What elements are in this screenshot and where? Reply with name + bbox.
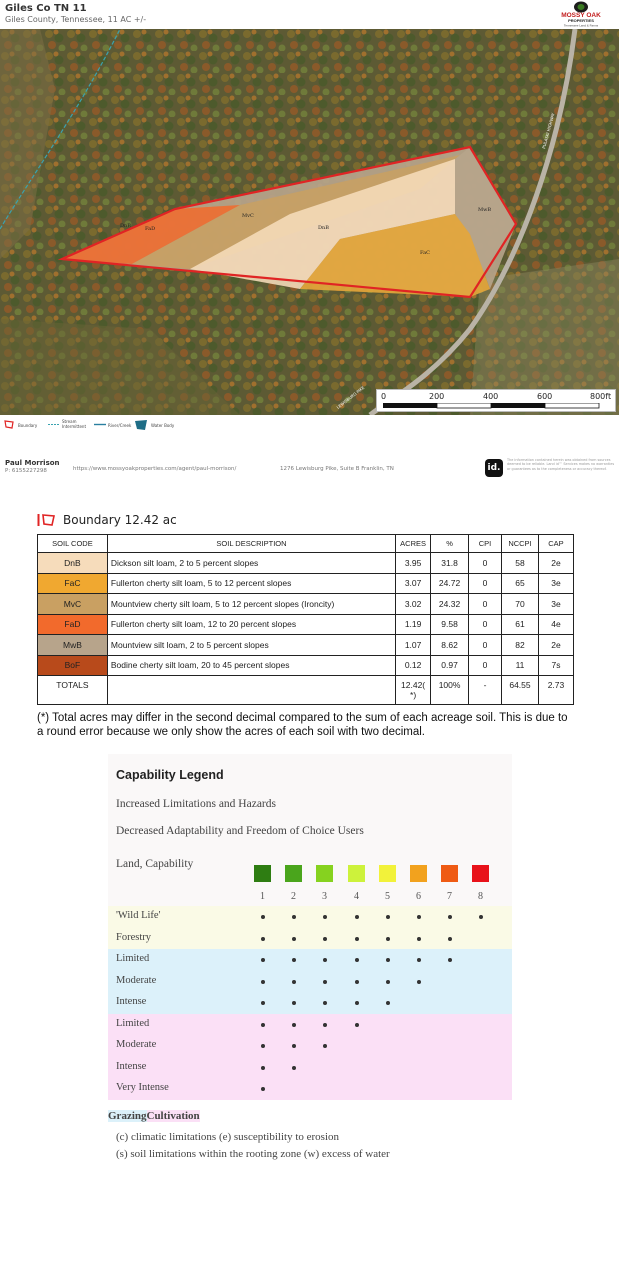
column-header: SOIL CODE [38, 535, 108, 553]
water-body-icon [134, 419, 148, 431]
river-icon [94, 423, 106, 426]
soil-map-label: MwB [478, 207, 492, 213]
aerial-map[interactable] [0, 29, 619, 415]
soil-description-cell: Mountview silt loam, 2 to 5 percent slopes [107, 635, 395, 656]
soil-map-label: FaD [145, 226, 156, 232]
acres-cell: 3.95 [396, 553, 431, 574]
legend-boundary: Boundary [18, 423, 38, 428]
nccpi-cell: 11 [502, 655, 539, 676]
column-header: CAP [538, 535, 573, 553]
acreage-footnote: (*) Total acres may differ in the second decimal compared to the sum of each acreage soil. This is due to a round error because we only show the acres of each soil with two decimal. [37, 712, 568, 738]
table-row [38, 655, 574, 676]
capability-row [108, 971, 512, 993]
capability-dot [261, 1087, 265, 1091]
cap-cell: 2e [538, 635, 573, 656]
scale-label: 0 [381, 392, 387, 401]
capability-row-label: Intense [116, 1060, 147, 1072]
pct-cell: 31.8 [431, 553, 469, 574]
capability-dot [292, 980, 296, 984]
capability-class-swatch [379, 865, 396, 882]
table-header-row [38, 535, 574, 553]
land-id-logo: id. [485, 459, 503, 477]
column-header: SOIL DESCRIPTION [107, 535, 395, 553]
acres-cell: 1.07 [396, 635, 431, 656]
capability-class-swatch [348, 865, 365, 882]
capability-dot [292, 937, 296, 941]
soil-code-cell: BoF [38, 655, 108, 676]
agent-name: Paul Morrison [5, 459, 60, 467]
capability-class-number: 5 [385, 891, 390, 902]
table-row [38, 553, 574, 574]
capability-dot [261, 980, 265, 984]
capability-dot [448, 958, 452, 962]
soil-map-label: MvC [242, 213, 254, 219]
agent-url[interactable]: https://www.mossyoakproperties.com/agent/paul-morrison/ [73, 466, 237, 472]
acres-cell: 3.07 [396, 573, 431, 594]
totals-cpi-cell: - [469, 676, 502, 705]
capability-dot [355, 980, 359, 984]
capability-row-label: Limited [116, 1017, 150, 1029]
soil-description-cell: Fullerton cherty silt loam, 5 to 12 percent slopes [107, 573, 395, 594]
soil-description-cell: Fullerton cherty silt loam, 12 to 20 percent slopes [107, 614, 395, 635]
logo-text-2: PROPERTIES [568, 18, 594, 23]
cap-cell: 3e [538, 573, 573, 594]
key-cultivation: Cultivation [146, 1110, 200, 1122]
boundary-title: Boundary 12.42 ac [63, 513, 177, 527]
pct-cell: 9.58 [431, 614, 469, 635]
nccpi-cell: 61 [502, 614, 539, 635]
cpi-cell: 0 [469, 655, 502, 676]
cap-cell: 2e [538, 553, 573, 574]
soil-code-cell: FaD [38, 614, 108, 635]
capability-dot [292, 1023, 296, 1027]
scale-bar [376, 389, 616, 412]
capability-dot [448, 915, 452, 919]
table-row [38, 573, 574, 594]
totals-nccpi-cell: 64.55 [502, 676, 539, 705]
capability-row [108, 1057, 512, 1079]
capability-dot [417, 915, 421, 919]
nccpi-cell: 65 [502, 573, 539, 594]
soil-description-cell: Bodine cherty silt loam, 20 to 45 percent slopes [107, 655, 395, 676]
capability-line-2: Decreased Adaptability and Freedom of Choice Users [116, 825, 364, 837]
key-grazing: Grazing [108, 1110, 147, 1122]
capability-class-number: 1 [260, 891, 265, 902]
cpi-cell: 0 [469, 594, 502, 615]
logo-text-1: MOSSY OAK [561, 12, 601, 19]
capability-dot [386, 958, 390, 962]
table-row [38, 614, 574, 635]
legend-stream: Stream Intermittent [62, 419, 87, 429]
capability-dot [261, 1044, 265, 1048]
capability-class-number: 2 [291, 891, 296, 902]
land-capability-label: Land, Capability [116, 858, 194, 870]
cap-cell: 7s [538, 655, 573, 676]
capability-class-swatch [316, 865, 333, 882]
pct-cell: 8.62 [431, 635, 469, 656]
cap-cell: 3e [538, 594, 573, 615]
column-header: NCCPI [502, 535, 539, 553]
nccpi-cell: 70 [502, 594, 539, 615]
capability-legend [108, 754, 512, 1099]
capability-dot [292, 915, 296, 919]
scale-label: 600 [537, 392, 553, 401]
road-label: LEWISBURG PIKE [335, 384, 366, 410]
mossy-oak-logo [555, 1, 607, 28]
boundary-icon [37, 512, 57, 528]
report-title: Giles Co TN 11 [5, 3, 87, 14]
scale-bar-ruler [383, 403, 607, 409]
capability-dot [323, 980, 327, 984]
soil-description-cell: Dickson silt loam, 2 to 5 percent slopes [107, 553, 395, 574]
capability-dot [323, 958, 327, 962]
capability-class-number: 6 [416, 891, 421, 902]
capability-dot [323, 1001, 327, 1005]
road-label: PULASKI HIGHWAY [541, 112, 556, 150]
capability-dot [261, 1001, 265, 1005]
capability-dot [292, 1066, 296, 1070]
totals-empty-cell [107, 676, 395, 705]
legend-river: River/Creek [108, 423, 132, 428]
capability-dot [261, 958, 265, 962]
agent-address: 1276 Lewisburg Pike, Suite B Franklin, TN [280, 466, 394, 472]
capability-row-label: Moderate [116, 974, 157, 986]
stream-icon [48, 423, 60, 426]
legend-water-body: Water Body [151, 423, 175, 428]
capability-class-swatch [254, 865, 271, 882]
capability-dot [261, 1066, 265, 1070]
capability-dot [417, 937, 421, 941]
acres-cell: 1.19 [396, 614, 431, 635]
totals-cap-cell: 2.73 [538, 676, 573, 705]
soil-table [37, 534, 574, 705]
capability-title: Capability Legend [116, 768, 224, 782]
capability-dot [386, 1001, 390, 1005]
capability-class-number: 4 [354, 891, 359, 902]
nccpi-cell: 58 [502, 553, 539, 574]
capability-key [108, 1110, 200, 1122]
totals-row [38, 676, 574, 705]
scale-label: 800ft [590, 392, 612, 401]
pct-cell: 24.32 [431, 594, 469, 615]
column-header: % [431, 535, 469, 553]
nccpi-cell: 82 [502, 635, 539, 656]
soil-map-label: DnB [120, 223, 131, 229]
column-header: ACRES [396, 535, 431, 553]
capability-dot [386, 980, 390, 984]
capability-line-1: Increased Limitations and Hazards [116, 798, 276, 810]
logo-text-3: Tennessee Land & Farms [563, 23, 599, 28]
capability-class-swatch [472, 865, 489, 882]
capability-row-label: Very Intense [116, 1082, 169, 1093]
pct-cell: 0.97 [431, 655, 469, 676]
capability-note-2: (s) soil limitations within the rooting zone (w) excess of water [116, 1148, 390, 1160]
capability-note-1: (c) climatic limitations (e) susceptibility to erosion [116, 1131, 340, 1143]
capability-dot [355, 1001, 359, 1005]
capability-row-label: Moderate [116, 1039, 157, 1050]
totals-pct-cell: 100% [431, 676, 469, 705]
capability-dot [292, 958, 296, 962]
capability-class-number: 3 [322, 891, 327, 902]
capability-dot [261, 1023, 265, 1027]
capability-dot [417, 980, 421, 984]
capability-dot [323, 1044, 327, 1048]
capability-class-swatch [441, 865, 458, 882]
capability-dot [417, 958, 421, 962]
scale-label: 400 [483, 392, 499, 401]
soil-map-label: FaC [420, 250, 430, 256]
capability-dot [386, 937, 390, 941]
capability-row [108, 1035, 512, 1057]
acres-cell: 3.02 [396, 594, 431, 615]
totals-label: TOTALS [38, 676, 108, 705]
capability-row-label: 'Wild Life' [116, 910, 161, 921]
cpi-cell: 0 [469, 635, 502, 656]
capability-dot [355, 915, 359, 919]
table-row [38, 594, 574, 615]
soil-map-label: DnB [318, 225, 329, 231]
soil-description-cell: Mountview cherty silt loam, 5 to 12 percent slopes (Ironcity) [107, 594, 395, 615]
disclaimer-text: The information contained herein was obtained from sources deemed to be reliable. Land id™ Services makes no warranties or guarantees as to the completeness or accuracy thereof. [507, 458, 615, 471]
capability-dot [355, 958, 359, 962]
capability-dot [386, 915, 390, 919]
capability-dot [355, 1023, 359, 1027]
capability-class-swatch [410, 865, 427, 882]
capability-dot [292, 1001, 296, 1005]
totals-acres-cell: 12.42( *) [396, 676, 431, 705]
capability-class-number: 7 [447, 891, 452, 902]
table-row [38, 635, 574, 656]
capability-dot [323, 1023, 327, 1027]
cpi-cell: 0 [469, 553, 502, 574]
capability-dot [323, 915, 327, 919]
agent-phone[interactable]: P: 6155227298 [5, 468, 47, 474]
soil-code-cell: FaC [38, 573, 108, 594]
capability-row-label: Intense [116, 996, 147, 1007]
report-subtitle: Giles County, Tennessee, 11 AC +/- [5, 15, 147, 24]
cap-cell: 4e [538, 614, 573, 635]
capability-dot [479, 915, 483, 919]
capability-row [108, 992, 512, 1014]
capability-dot [261, 915, 265, 919]
capability-dot [261, 937, 265, 941]
pct-cell: 24.72 [431, 573, 469, 594]
capability-row-label: Limited [116, 953, 150, 964]
capability-dot [323, 937, 327, 941]
cpi-cell: 0 [469, 573, 502, 594]
scale-label: 200 [429, 392, 445, 401]
boundary-icon [4, 420, 14, 429]
capability-row-label: Forestry [116, 931, 151, 943]
map-legend [0, 416, 619, 434]
capability-row [108, 1014, 512, 1036]
capability-dot [355, 937, 359, 941]
cpi-cell: 0 [469, 614, 502, 635]
soil-code-cell: MwB [38, 635, 108, 656]
capability-dot [448, 937, 452, 941]
acres-cell: 0.12 [396, 655, 431, 676]
soil-code-cell: MvC [38, 594, 108, 615]
capability-dot [292, 1044, 296, 1048]
capability-class-swatch [285, 865, 302, 882]
capability-class-number: 8 [478, 891, 483, 902]
aerial-map-image [0, 29, 619, 415]
soil-code-cell: DnB [38, 553, 108, 574]
column-header: CPI [469, 535, 502, 553]
